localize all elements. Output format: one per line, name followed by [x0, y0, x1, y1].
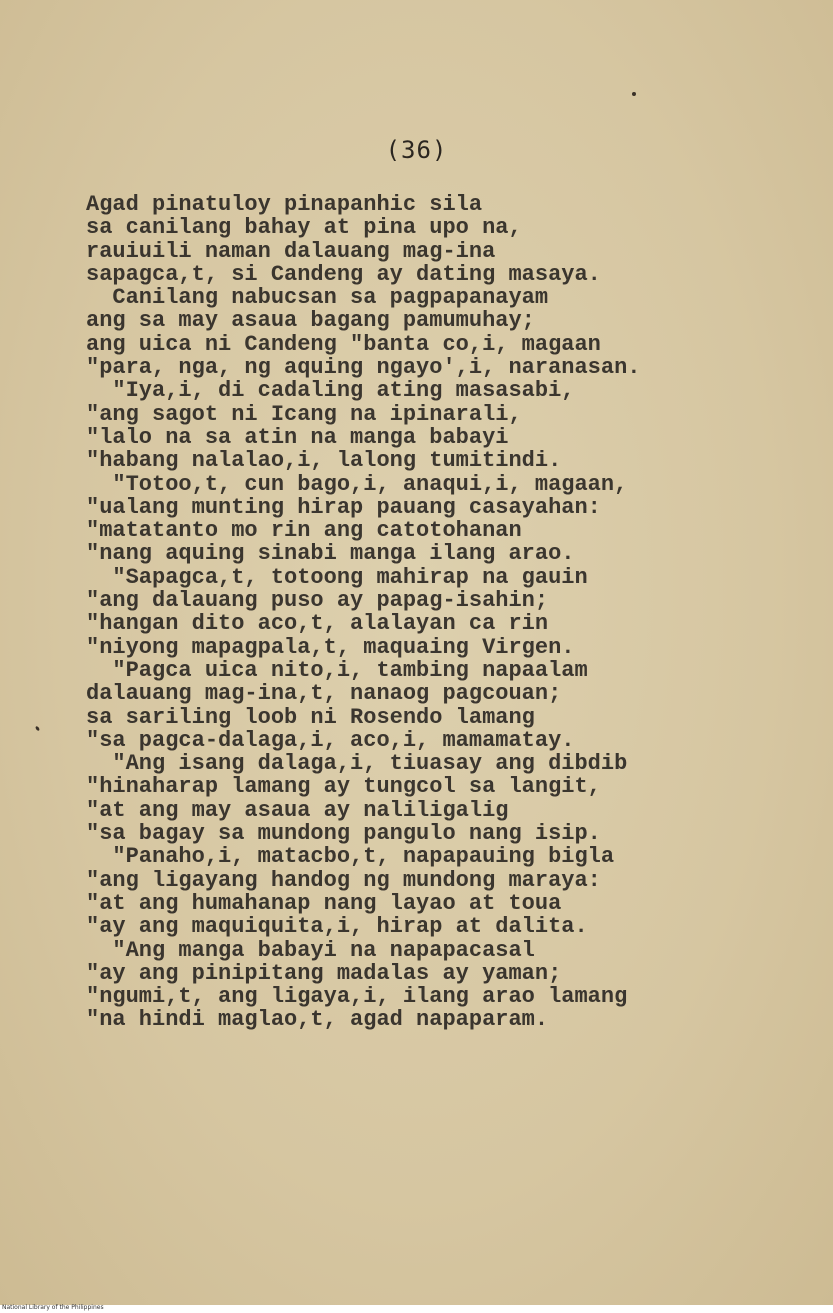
verse-line: "na hindi maglao,t, agad napaparam. — [86, 1007, 549, 1033]
ink-speck — [35, 726, 40, 732]
verse-line: "Totoo,t, cun bago,i, anaqui,i, magaan, — [86, 471, 628, 497]
verse-line: "niyong mapagpala,t, maquaing Virgen. — [86, 634, 575, 660]
ink-speck — [632, 92, 636, 96]
verse-line: "ang ligayang handog ng mundong maraya: — [86, 867, 601, 893]
verse-line: "sa bagay sa mundong pangulo nang isip. — [86, 821, 601, 847]
verse-line: "at ang humahanap nang layao at toua — [86, 890, 562, 916]
verse-text — [86, 193, 806, 1032]
verse-line: "Sapagca,t, totoong mahirap na gauin — [86, 564, 588, 590]
verse-line: ang uica ni Candeng "banta co,i, magaan — [86, 331, 601, 357]
verse-line: "habang nalalao,i, lalong tumitindi. — [86, 448, 562, 474]
verse-line: "ang sagot ni Icang na ipinarali, — [86, 401, 522, 427]
verse-line: Agad pinatuloy pinapanhic sila — [86, 192, 483, 217]
page-number: (36) — [385, 136, 448, 164]
verse-line: "hinaharap lamang ay tungcol sa langit, — [86, 774, 601, 800]
verse-line: sa sariling loob ni Rosendo lamang — [86, 704, 535, 730]
verse-line: "ang dalauang puso ay papag-isahin; — [86, 588, 549, 614]
verse-line: "para, nga, ng aquing ngayo',i, naranasan. — [86, 355, 641, 381]
verse-line: "lalo na sa atin na manga babayi — [86, 424, 509, 450]
verse-line: ang sa may asaua bagang pamumuhay; — [86, 308, 535, 334]
verse-line: "hangan dito aco,t, alalayan ca rin — [86, 611, 549, 637]
verse-line: "Panaho,i, matacbo,t, napapauing bigla — [86, 844, 615, 870]
verse-line: sa canilang bahay at pina upo na, — [86, 215, 522, 241]
library-credit: National Library of the Philippines — [2, 1304, 104, 1311]
verse-line: sapagca,t, si Candeng ay dating masaya. — [86, 261, 601, 287]
verse-line: "ay ang maquiquita,i, hirap at dalita. — [86, 914, 588, 940]
verse-line: "nang aquing sinabi manga ilang arao. — [86, 541, 575, 567]
verse-line: "ay ang pinipitang madalas ay yaman; — [86, 960, 562, 986]
verse-line: "matatanto mo rin ang catotohanan — [86, 518, 522, 544]
verse-line: "Iya,i, di cadaling ating masasabi, — [86, 378, 575, 404]
verse-line: "ngumi,t, ang ligaya,i, ilang arao lamang — [86, 984, 628, 1010]
verse-line: "ualang munting hirap pauang casayahan: — [86, 494, 601, 520]
verse-line: "Pagca uica nito,i, tambing napaalam — [86, 657, 588, 683]
verse-line: "Ang manga babayi na napapacasal — [86, 937, 535, 963]
verse-line: "at ang may asaua ay naliligalig — [86, 797, 509, 823]
verse-line: dalauang mag-ina,t, nanaog pagcouan; — [86, 681, 562, 707]
verse-line: "Ang isang dalaga,i, tiuasay ang dibdib — [86, 751, 628, 777]
verse-line: rauiuili naman dalauang mag-ina — [86, 238, 496, 264]
verse-line: Canilang nabucsan sa pagpapanayam — [86, 285, 549, 311]
verse-line: "sa pagca-dalaga,i, aco,i, mamamatay. — [86, 727, 575, 753]
